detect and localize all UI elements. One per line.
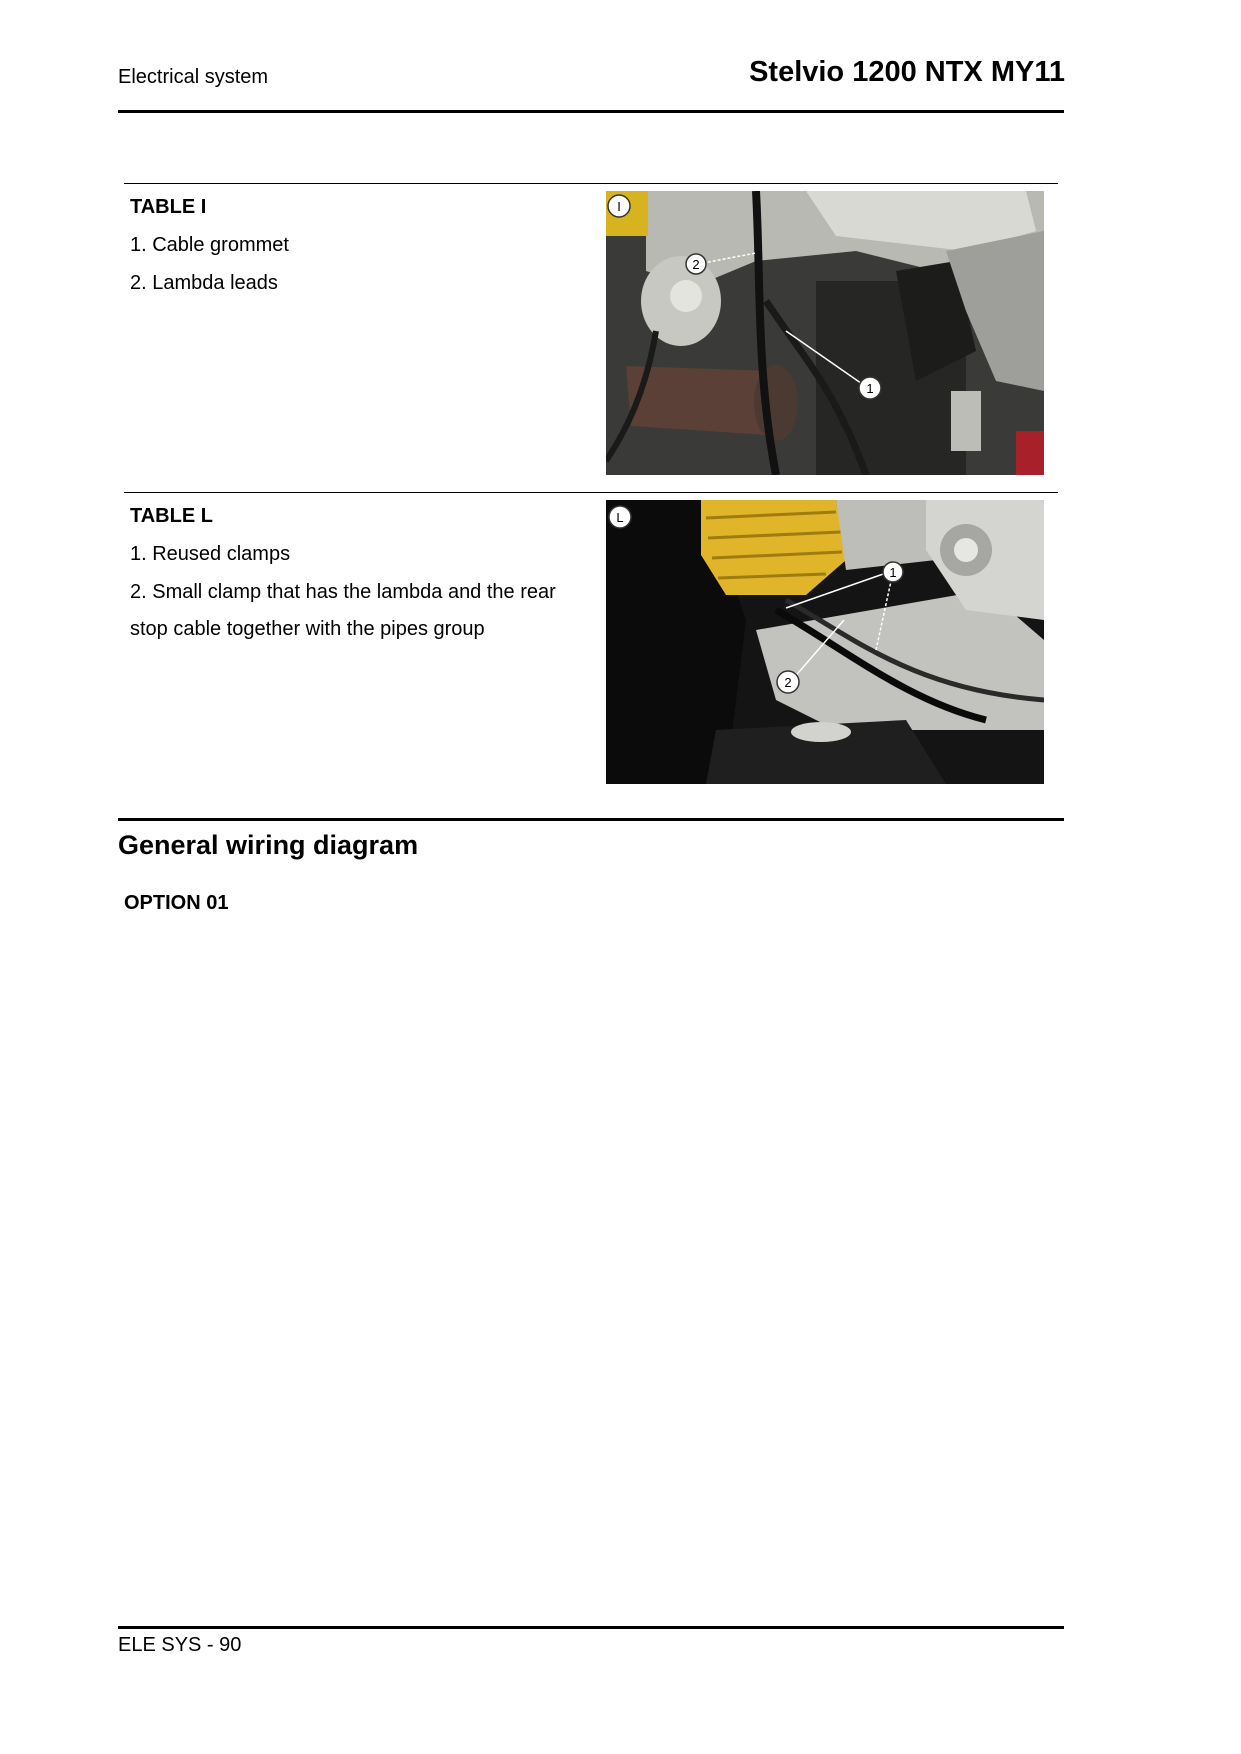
table-l-photo-letter: L (616, 510, 624, 525)
table-i-photo-letter: I (617, 199, 621, 214)
table-i-item: 2. Lambda leads (130, 271, 278, 294)
table-i-callout-1: 1 (866, 381, 874, 396)
section-rule (118, 818, 1064, 821)
footer-rule (118, 1626, 1064, 1629)
header-section-name: Electrical system (118, 66, 269, 88)
section-title: General wiring diagram (118, 830, 419, 860)
table-l-item: 1. Reused clamps (130, 543, 291, 565)
footer-page-number: ELE SYS - 90 (118, 1634, 242, 1656)
table-l-photo (606, 500, 1044, 784)
table-l-title: TABLE L (130, 505, 213, 527)
table-l-item: 2. Small clamp that has the lambda and the rear (130, 580, 556, 603)
option-label: OPTION 01 (124, 892, 229, 914)
table-i-text (130, 192, 600, 302)
table-l-callout-1: 1 (889, 565, 897, 580)
table-i-item: 1. Cable grommet (130, 234, 289, 256)
table-l-item: stop cable together with the pipes group (130, 618, 485, 640)
table-i-callout-2: 2 (692, 257, 700, 272)
table-i-row (124, 183, 1058, 484)
header-model-title: Stelvio 1200 NTX MY11 (749, 56, 1065, 88)
table-l-row (124, 492, 1058, 793)
table-i-photo (606, 191, 1044, 475)
table-l-callout-2: 2 (784, 675, 792, 690)
table-l-text (130, 501, 600, 649)
table-i-title: TABLE I (130, 196, 207, 218)
header-rule (118, 110, 1064, 113)
